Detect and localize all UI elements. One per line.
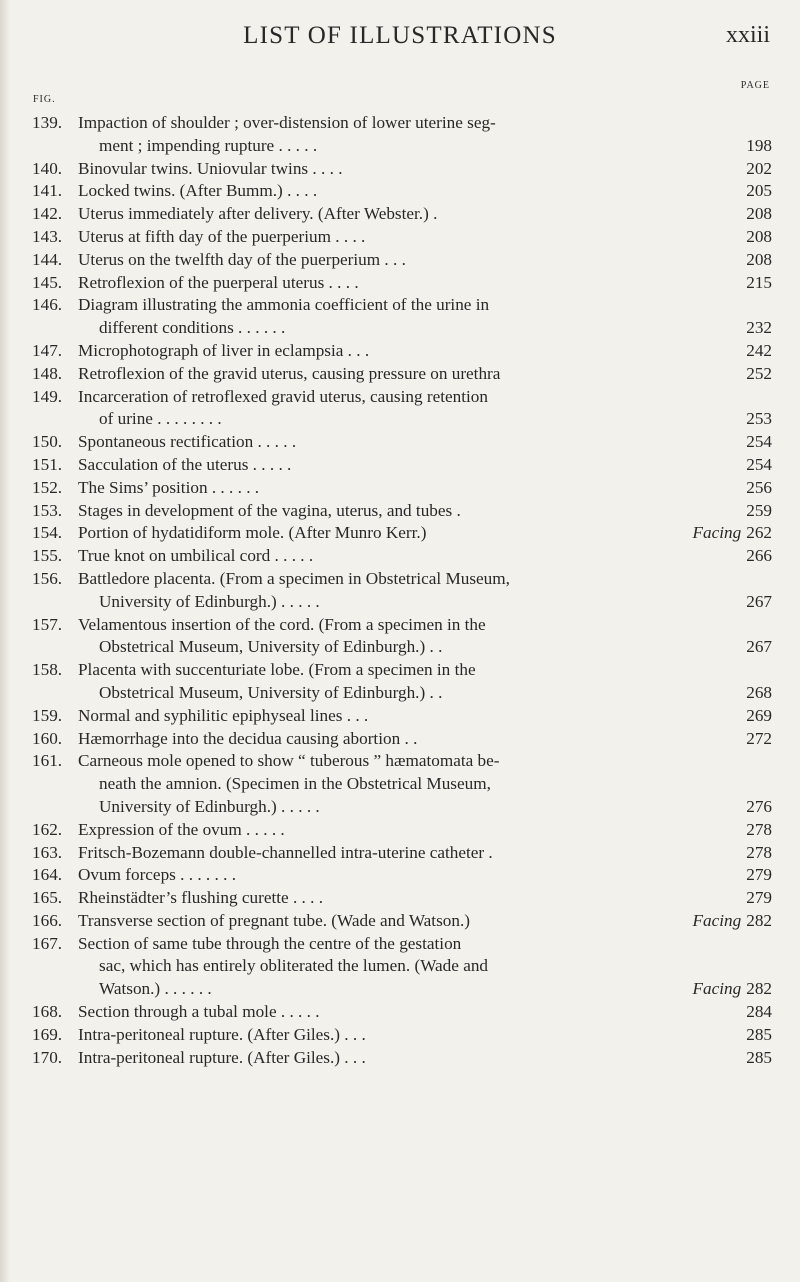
entry-caption: Uterus on the twelfth day of the puerperium . . .	[78, 249, 406, 269]
figure-number: 149.	[32, 386, 63, 406]
figure-number: 154.	[32, 523, 63, 543]
figure-number: 148.	[32, 363, 63, 383]
entry-caption: Carneous mole opened to show “ tuberous ” hæmatomata be-	[78, 751, 500, 771]
figure-number: 147.	[32, 340, 63, 360]
page-value: 267	[746, 637, 772, 657]
entry-line	[32, 545, 772, 568]
list-item	[32, 500, 772, 523]
entry-line	[32, 363, 772, 386]
list-item	[32, 180, 772, 203]
page-number	[746, 454, 772, 477]
entry-line	[32, 203, 772, 226]
page-value: 259	[746, 500, 772, 520]
page-number	[746, 158, 772, 181]
page-value: 285	[746, 1047, 772, 1067]
entry-caption: Sacculation of the uterus . . . . .	[78, 454, 292, 474]
entry-caption: Hæmorrhage into the decidua causing abortion . .	[78, 728, 418, 748]
page-number	[746, 500, 772, 523]
entry-line	[32, 340, 772, 363]
figure-number: 169.	[32, 1024, 63, 1044]
page-number	[746, 363, 772, 386]
page-number	[746, 272, 772, 295]
entry-caption: True knot on umbilical cord . . . . .	[78, 546, 314, 566]
list-item	[32, 477, 772, 500]
figure-number: 170.	[32, 1047, 63, 1067]
page-header	[0, 22, 800, 72]
list-item	[32, 568, 772, 614]
entry-caption: Section of same tube through the centre of the gestation	[78, 933, 462, 953]
figure-number: 164.	[32, 865, 63, 885]
entry-line	[32, 500, 772, 523]
page-value: 282	[746, 910, 772, 930]
entry-caption: Obstetrical Museum, University of Edinburgh.) . .	[99, 682, 443, 702]
figure-number: 151.	[32, 454, 63, 474]
entry-line	[32, 864, 772, 887]
entry-line	[32, 112, 772, 135]
entry-line	[32, 1047, 772, 1070]
entry-caption: Rheinstädter’s flushing curette . . . .	[78, 888, 324, 908]
page-value: 254	[746, 432, 772, 452]
figure-number: 166.	[32, 910, 63, 930]
page-value: 278	[746, 842, 772, 862]
entry-line	[32, 636, 772, 659]
entry-line	[32, 1024, 772, 1047]
list-item	[32, 363, 772, 386]
entry-caption: Uterus immediately after delivery. (After Webster.) .	[78, 204, 438, 224]
page-value: 276	[746, 796, 772, 816]
page-number	[746, 682, 772, 705]
list-item	[32, 386, 772, 432]
entry-caption: Uterus at fifth day of the puerperium . . . .	[78, 226, 366, 246]
figure-number: 145.	[32, 272, 63, 292]
facing-label: Facing	[692, 910, 742, 930]
page-number	[746, 1047, 772, 1070]
entry-line	[32, 910, 772, 933]
page-value: 215	[746, 272, 772, 292]
page-number	[746, 705, 772, 728]
entry-line	[32, 226, 772, 249]
entry-line	[32, 386, 772, 409]
list-item	[32, 272, 772, 295]
entry-caption: The Sims’ position . . . . . .	[78, 477, 260, 497]
figure-number: 143.	[32, 226, 63, 246]
figure-number: 163.	[32, 842, 63, 862]
running-title: LIST OF ILLUSTRATIONS	[243, 22, 557, 49]
entry-line	[32, 522, 772, 545]
page-value: 232	[746, 318, 772, 338]
entry-line	[32, 591, 772, 614]
entry-caption: Binovular twins. Uniovular twins . . . .	[78, 158, 343, 178]
entry-caption: Watson.) . . . . . .	[99, 979, 212, 999]
entry-caption: ment ; impending rupture . . . . .	[99, 135, 318, 155]
entry-caption: Ovum forceps . . . . . . .	[78, 865, 237, 885]
list-item	[32, 249, 772, 272]
entry-caption: Incarceration of retroflexed gravid uterus, causing retention	[78, 386, 488, 406]
page-value: 284	[746, 1002, 772, 1022]
page-value: 253	[746, 409, 772, 429]
page-number	[746, 636, 772, 659]
page-number	[746, 864, 772, 887]
list-item	[32, 705, 772, 728]
list-item	[32, 1024, 772, 1047]
page-value: 254	[746, 454, 772, 474]
entry-caption: Section through a tubal mole . . . . .	[78, 1002, 320, 1022]
entry-line	[32, 431, 772, 454]
figure-number: 159.	[32, 705, 63, 725]
page-number	[693, 978, 772, 1001]
entry-caption: University of Edinburgh.) . . . . .	[99, 796, 320, 816]
figure-number: 167.	[32, 933, 63, 953]
figure-number: 142.	[32, 204, 63, 224]
figure-number: 156.	[32, 568, 63, 588]
page-number	[746, 226, 772, 249]
page-number	[746, 431, 772, 454]
entry-line	[32, 454, 772, 477]
page-number	[746, 340, 772, 363]
list-item	[32, 1047, 772, 1070]
entry-caption: Retroflexion of the gravid uterus, causing pressure on urethra	[78, 363, 501, 383]
entry-caption: Fritsch-Bozemann double-channelled intra-uterine catheter .	[78, 842, 493, 862]
entry-line	[32, 705, 772, 728]
entry-caption: Stages in development of the vagina, uterus, and tubes .	[78, 500, 461, 520]
page-value: 267	[746, 591, 772, 611]
entry-line	[32, 408, 772, 431]
page-number	[746, 1001, 772, 1024]
entry-caption: Spontaneous rectification . . . . .	[78, 432, 297, 452]
entry-caption: of urine . . . . . . . .	[99, 409, 222, 429]
page-value: 268	[746, 682, 772, 702]
figure-number: 168.	[32, 1002, 63, 1022]
page-number	[693, 522, 772, 545]
page-value: 202	[746, 158, 772, 178]
entry-caption: Portion of hydatidiform mole. (After Munro Kerr.)	[78, 523, 427, 543]
entry-caption: Retroflexion of the puerperal uterus . . . .	[78, 272, 359, 292]
list-item	[32, 340, 772, 363]
entry-line	[32, 796, 772, 819]
figure-number: 144.	[32, 249, 63, 269]
entry-caption: different conditions . . . . . .	[99, 318, 286, 338]
entry-caption: Obstetrical Museum, University of Edinburgh.) . .	[99, 637, 443, 657]
entry-line	[32, 614, 772, 637]
facing-label: Facing	[692, 523, 742, 543]
page-value: 252	[746, 363, 772, 383]
list-item	[32, 454, 772, 477]
list-item	[32, 864, 772, 887]
entry-caption: University of Edinburgh.) . . . . .	[99, 591, 320, 611]
entry-line	[32, 158, 772, 181]
list-item	[32, 659, 772, 705]
figure-number: 155.	[32, 546, 63, 566]
list-item	[32, 112, 772, 158]
figure-number: 157.	[32, 614, 63, 634]
page-number	[746, 842, 772, 865]
entry-caption: Velamentous insertion of the cord. (From a specimen in the	[78, 614, 486, 634]
entry-caption: Placenta with succenturiate lobe. (From a specimen in the	[78, 660, 476, 680]
page-value: 279	[746, 888, 772, 908]
entry-line	[32, 294, 772, 317]
page-number	[746, 203, 772, 226]
page-number	[746, 545, 772, 568]
figure-number: 160.	[32, 728, 63, 748]
list-item	[32, 545, 772, 568]
page-value: 278	[746, 819, 772, 839]
list-item	[32, 614, 772, 660]
list-item	[32, 819, 772, 842]
page-value: 266	[746, 546, 772, 566]
list-item	[32, 226, 772, 249]
page-value: 242	[746, 340, 772, 360]
list-item	[32, 203, 772, 226]
entry-caption: Locked twins. (After Bumm.) . . . .	[78, 181, 318, 201]
entry-caption: sac, which has entirely obliterated the lumen. (Wade and	[99, 956, 489, 976]
page-value: 279	[746, 865, 772, 885]
list-item	[32, 158, 772, 181]
page-value: 208	[746, 249, 772, 269]
figure-number: 146.	[32, 295, 63, 315]
page-folio: xxiii	[725, 22, 770, 48]
entry-caption: Intra-peritoneal rupture. (After Giles.) . . .	[78, 1047, 366, 1067]
list-item	[32, 1001, 772, 1024]
entry-line	[32, 568, 772, 591]
page-number	[746, 317, 772, 340]
entry-line	[32, 477, 772, 500]
page-number	[746, 408, 772, 431]
page-value: 262	[746, 523, 772, 543]
entry-line	[32, 842, 772, 865]
entry-caption: Expression of the ovum . . . . .	[78, 819, 285, 839]
figure-number: 139.	[32, 113, 63, 132]
entry-line	[32, 135, 772, 158]
figure-number: 162.	[32, 819, 63, 839]
entry-caption: Intra-peritoneal rupture. (After Giles.) . . .	[78, 1024, 366, 1044]
list-item	[32, 887, 772, 910]
list-item	[32, 750, 772, 818]
entry-line	[32, 819, 772, 842]
entry-line	[32, 180, 772, 203]
page-number	[746, 249, 772, 272]
entry-line	[32, 728, 772, 751]
entry-caption: Battledore placenta. (From a specimen in Obstetrical Museum,	[78, 568, 510, 588]
list-item	[32, 294, 772, 340]
list-item	[32, 910, 772, 933]
page-value: 208	[746, 226, 772, 246]
page-value: 205	[746, 181, 772, 201]
entry-caption: Transverse section of pregnant tube. (Wade and Watson.)	[78, 910, 470, 930]
figure-number: 141.	[32, 181, 63, 201]
entry-line	[32, 1001, 772, 1024]
page-value: 272	[746, 728, 772, 748]
entry-caption: Normal and syphilitic epiphyseal lines . . .	[78, 705, 369, 725]
page-value: 285	[746, 1024, 772, 1044]
page-number	[746, 591, 772, 614]
entry-line	[32, 955, 772, 978]
figure-number: 161.	[32, 751, 63, 771]
page-number	[746, 728, 772, 751]
page-number	[746, 819, 772, 842]
entry-line	[32, 317, 772, 340]
list-item	[32, 728, 772, 751]
page-value: 208	[746, 204, 772, 224]
page-value: 256	[746, 477, 772, 497]
page-number	[746, 135, 772, 158]
page-value: 282	[746, 979, 772, 999]
entry-line	[32, 773, 772, 796]
list-item	[32, 431, 772, 454]
page-number	[746, 1024, 772, 1047]
entry-line	[32, 750, 772, 773]
fig-column-label: FIG.	[33, 94, 56, 105]
entry-caption: neath the amnion. (Specimen in the Obstetrical Museum,	[99, 774, 491, 794]
figure-number: 150.	[32, 432, 63, 452]
page-value: 269	[746, 705, 772, 725]
page-number	[693, 910, 772, 933]
page-value: 198	[746, 135, 772, 155]
page-edge-shadow	[0, 0, 10, 1282]
entry-caption: Microphotograph of liver in eclampsia . . .	[78, 340, 370, 360]
entry-line	[32, 272, 772, 295]
facing-label: Facing	[692, 979, 742, 999]
figure-number: 158.	[32, 660, 63, 680]
entry-caption: Diagram illustrating the ammonia coefficient of the urine in	[78, 295, 490, 315]
list-item	[32, 842, 772, 865]
figure-number: 140.	[32, 158, 63, 178]
entry-line	[32, 887, 772, 910]
list-item	[32, 522, 772, 545]
entry-line	[32, 659, 772, 682]
entry-line	[32, 249, 772, 272]
page-column-label: PAGE	[740, 80, 770, 91]
page-number	[746, 796, 772, 819]
page-number	[746, 180, 772, 203]
figure-number: 152.	[32, 477, 63, 497]
figure-number: 153.	[32, 500, 63, 520]
page-number	[746, 887, 772, 910]
page-number	[746, 477, 772, 500]
figure-number: 165.	[32, 888, 63, 908]
entry-line	[32, 682, 772, 705]
entry-line	[32, 933, 772, 956]
entry-caption: Impaction of shoulder ; over-distension of lower uterine seg-	[78, 113, 496, 132]
entry-line	[32, 978, 772, 1001]
list-item	[32, 933, 772, 1001]
illustrations-list	[32, 112, 772, 1069]
